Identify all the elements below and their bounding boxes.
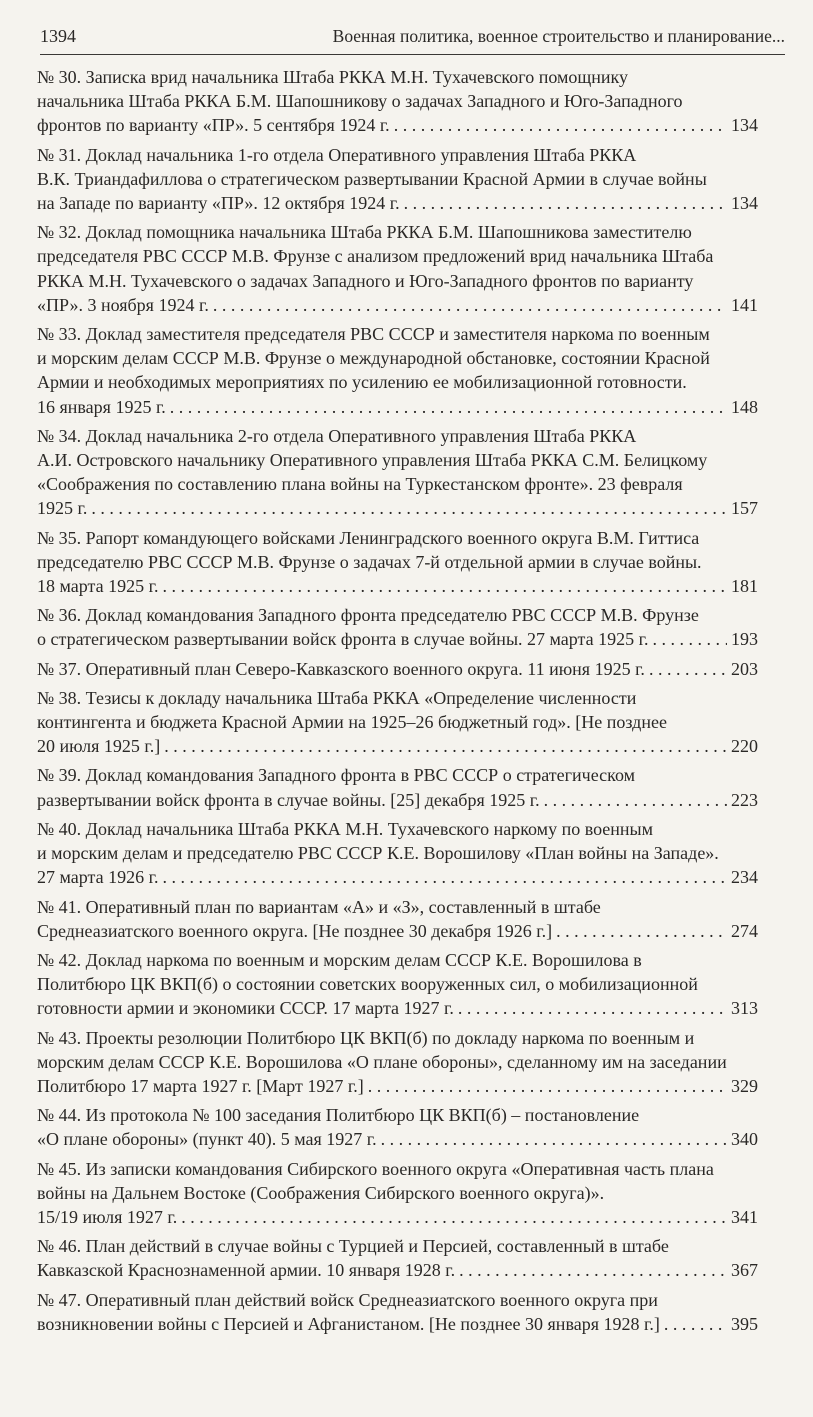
toc-page-number: 181: [731, 576, 758, 597]
toc-entry-line: № 33. Доклад заместителя председателя РВС СССР и заместителя наркома по военным: [37, 324, 710, 345]
toc-entry-line: Среднеазиатского военного округа. [Не позднее 30 декабря 1926 г.]: [37, 920, 553, 941]
dot-leader: [209, 293, 727, 317]
toc-entry-line: 1925 г.: [37, 498, 88, 519]
toc-page-number: 141: [731, 294, 758, 315]
toc-entry-last-line: [37, 865, 758, 889]
dot-leader: [377, 1127, 727, 1151]
toc-entry-last-line: [37, 1127, 758, 1151]
toc-entry-line: РККА М.Н. Тухачевского о задачах Западного и Юго-Западного фронтов по варианту: [37, 270, 694, 291]
toc-page-number: 193: [731, 629, 758, 650]
toc-page-number: 313: [731, 998, 758, 1019]
toc-entry-line: развертывании войск фронта в случае войны. [25] декабря 1925 г.: [37, 789, 540, 810]
toc-entry-line: председателю РВС СССР М.В. Фрунзе о задачах 7-й отдельной армии в случае войны.: [37, 551, 702, 572]
toc-entry-last-line: [37, 919, 758, 943]
toc-entry-last-line: [37, 293, 758, 317]
dot-leader: [166, 395, 727, 419]
toc-page-number: 234: [731, 867, 758, 888]
toc-entry-line: № 46. План действий в случае войны с Турцией и Персией, составленный в штабе: [37, 1236, 669, 1257]
toc-entry-last-line: [37, 1205, 758, 1229]
toc-page-number: 367: [731, 1260, 758, 1281]
toc-entry-line: Политбюро 17 марта 1927 г. [Март 1927 г.]: [37, 1075, 364, 1096]
toc-entry-line: № 43. Проекты резолюции Политбюро ЦК ВКП(б) по докладу наркома по военным и: [37, 1027, 695, 1048]
toc-entry: [37, 763, 758, 811]
toc-entry-line: Армии и необходимых мероприятиях по усилению ее мобилизационной готовности.: [37, 372, 687, 393]
dot-leader: [160, 734, 727, 758]
toc-entry-line: № 42. Доклад наркома по военным и морским делам СССР К.Е. Ворошилова в: [37, 949, 642, 970]
table-of-contents: [37, 65, 758, 1341]
toc-entry-last-line: [37, 734, 758, 758]
toc-entry-last-line: [37, 395, 758, 419]
toc-entry-line: возникновении войны с Персией и Афганистаном. [Не позднее 30 января 1928 г.]: [37, 1313, 660, 1334]
toc-entry-line: «Соображения по составлению плана войны на Туркестанском фронте». 23 февраля: [37, 474, 683, 495]
toc-entry: [37, 1026, 758, 1099]
toc-page-number: 148: [731, 396, 758, 417]
toc-entry-line: № 36. Доклад командования Западного фронта председателю РВС СССР М.В. Фрунзе: [37, 605, 699, 626]
toc-entry-last-line: [37, 574, 758, 598]
toc-entry: [37, 65, 758, 138]
toc-entry-last-line: [37, 1074, 758, 1098]
dot-leader: [400, 191, 727, 215]
toc-entry-line: «ПР». 3 ноября 1924 г.: [37, 294, 209, 315]
toc-entry-line: № 44. Из протокола № 100 заседания Политбюро ЦК ВКП(б) – постановление: [37, 1105, 640, 1126]
dot-leader: [540, 788, 727, 812]
toc-entry-line: и морским делам СССР М.В. Фрунзе о международной обстановке, состоянии Красной: [37, 348, 710, 369]
toc-entry-line: № 35. Рапорт командующего войсками Ленинградского военного округа В.М. Гиттиса: [37, 527, 700, 548]
toc-entry: [37, 1234, 758, 1282]
toc-entry: [37, 424, 758, 521]
dot-leader: [648, 627, 727, 651]
toc-entry-line: № 40. Доклад начальника Штаба РККА М.Н. Тухачевского наркому по военным: [37, 818, 654, 839]
toc-entry-line: начальника Штаба РККА Б.М. Шапошникову о задачах Западного и Юго-Западного: [37, 91, 683, 112]
toc-entry-line: готовности армии и экономики СССР. 17 марта 1927 г.: [37, 998, 454, 1019]
toc-page-number: 220: [731, 736, 758, 757]
toc-entry-line: на Западе по варианту «ПР». 12 октября 1924 г.: [37, 193, 400, 214]
toc-page-number: 203: [731, 658, 758, 679]
toc-entry: [37, 526, 758, 599]
toc-entry: [37, 1157, 758, 1230]
dot-leader: [552, 919, 727, 943]
toc-page-number: 395: [731, 1313, 758, 1334]
toc-entry-line: фронтов по варианту «ПР». 5 сентября 1924 г.: [37, 115, 390, 136]
toc-entry-last-line: [37, 996, 758, 1020]
toc-entry: [37, 603, 758, 651]
dot-leader: [660, 1312, 727, 1336]
toc-entry-line: Политбюро ЦК ВКП(б) о состоянии советских вооруженных сил, о мобилизационной: [37, 974, 698, 995]
running-title: Военная политика, военное строительство и планирование...: [332, 26, 785, 46]
page-number: 1394: [40, 26, 76, 46]
toc-entry-line: № 41. Оперативный план по вариантам «А» и «З», составленный в штабе: [37, 896, 601, 917]
toc-entry-line: «О плане обороны» (пункт 40). 5 мая 1927 г.: [37, 1129, 377, 1150]
toc-entry-line: № 47. Оперативный план действий войск Среднеазиатского военного округа при: [37, 1289, 658, 1310]
toc-entry-line: о стратегическом развертывании войск фронта в случае войны. 27 марта 1925 г.: [37, 629, 649, 650]
toc-entry-line: морским делам СССР К.Е. Ворошилова «О плане обороны», сделанному им на заседании: [37, 1051, 727, 1072]
toc-entry: [37, 817, 758, 890]
page-header: [40, 22, 785, 55]
dot-leader: [87, 496, 727, 520]
toc-entry-line: № 37. Оперативный план Северо-Кавказского военного округа. 11 июня 1925 г.: [37, 658, 645, 679]
toc-page-number: 329: [731, 1075, 758, 1096]
toc-entry-line: № 34. Доклад начальника 2-го отдела Оперативного управления Штаба РККА: [37, 425, 637, 446]
dot-leader: [364, 1074, 727, 1098]
toc-entry-last-line: [37, 191, 758, 215]
dot-leader: [390, 113, 727, 137]
toc-entry-line: Кавказской Краснознаменной армии. 10 января 1928 г.: [37, 1260, 456, 1281]
dot-leader: [645, 657, 727, 681]
dot-leader: [158, 865, 727, 889]
dot-leader: [455, 1258, 727, 1282]
toc-entry-last-line: [37, 657, 758, 681]
toc-entry: [37, 322, 758, 419]
toc-entry-line: № 32. Доклад помощника начальника Штаба РККА Б.М. Шапошникова заместителю: [37, 222, 692, 243]
toc-page-number: 134: [731, 193, 758, 214]
toc-entry-line: № 39. Доклад командования Западного фронта в РВС СССР о стратегическом: [37, 765, 636, 786]
dot-leader: [177, 1205, 727, 1229]
toc-entry-line: № 31. Доклад начальника 1-го отдела Оперативного управления Штаба РККА: [37, 144, 637, 165]
toc-entry-last-line: [37, 627, 758, 651]
toc-entry: [37, 143, 758, 216]
toc-entry: [37, 657, 758, 681]
dot-leader: [158, 574, 727, 598]
toc-entry: [37, 948, 758, 1021]
toc-page-number: 341: [731, 1206, 758, 1227]
toc-entry-line: № 45. Из записки командования Сибирского военного округа «Оперативная часть плана: [37, 1158, 714, 1179]
toc-entry-line: и морским делам и председателю РВС СССР К.Е. Ворошилову «План войны на Западе».: [37, 843, 719, 864]
toc-entry-last-line: [37, 113, 758, 137]
toc-entry-last-line: [37, 496, 758, 520]
toc-entry-line: 18 марта 1925 г.: [37, 576, 159, 597]
toc-entry-line: войны на Дальнем Востоке (Соображения Сибирского военного округа)».: [37, 1182, 605, 1203]
toc-entry: [37, 895, 758, 943]
toc-page-number: 157: [731, 498, 758, 519]
toc-entry-line: 16 января 1925 г.: [37, 396, 166, 417]
toc-entry-last-line: [37, 1258, 758, 1282]
toc-entry: [37, 220, 758, 317]
toc-entry: [37, 1103, 758, 1151]
toc-entry-line: 27 марта 1926 г.: [37, 867, 159, 888]
toc-page-number: 134: [731, 115, 758, 136]
toc-entry-line: 20 июля 1925 г.]: [37, 736, 161, 757]
toc-page-number: 274: [731, 920, 758, 941]
toc-entry: [37, 1288, 758, 1336]
toc-entry-line: контингента и бюджета Красной Армии на 1925–26 бюджетный год». [Не позднее: [37, 712, 667, 733]
toc-entry-line: председателя РВС СССР М.В. Фрунзе с анализом предложений врид начальника Штаба: [37, 246, 714, 267]
toc-entry-line: № 30. Записка врид начальника Штаба РККА М.Н. Тухачевского помощнику: [37, 67, 628, 87]
toc-entry: [37, 686, 758, 759]
toc-entry-line: 15/19 июля 1927 г.: [37, 1206, 178, 1227]
toc-entry-line: В.К. Триандафиллова о стратегическом развертывании Красной Армии в случае войны: [37, 168, 707, 189]
dot-leader: [454, 996, 727, 1020]
toc-entry-line: А.И. Островского начальнику Оперативного управления Штаба РККА С.М. Белицкому: [37, 450, 708, 471]
toc-entry-line: № 38. Тезисы к докладу начальника Штаба РККА «Определение численности: [37, 687, 637, 708]
toc-entry-last-line: [37, 788, 758, 812]
toc-page-number: 340: [731, 1129, 758, 1150]
toc-entry-last-line: [37, 1312, 758, 1336]
toc-page-number: 223: [731, 789, 758, 810]
